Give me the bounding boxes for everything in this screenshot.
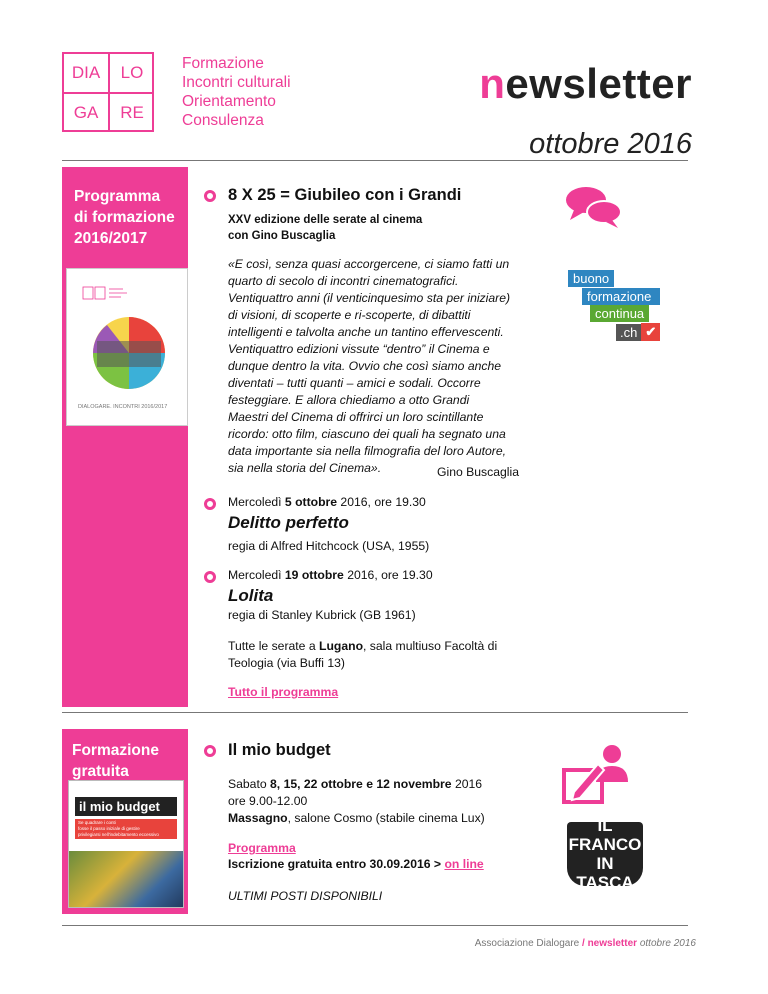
service-item: Consulenza	[182, 112, 264, 129]
check-icon: ✔	[641, 323, 660, 341]
service-item: Incontri culturali	[182, 74, 291, 91]
logo-cell: LO	[120, 63, 144, 82]
logo	[62, 52, 154, 132]
service-item: Orientamento	[182, 93, 276, 110]
service-item: Formazione	[182, 55, 264, 72]
course-details: Sabato 8, 15, 22 ottobre e 12 novembre 2016 ore 9.00-12.00 Massagno, salone Cosmo (stabile cinema Lux)	[228, 777, 485, 825]
footer: Associazione Dialogare / newsletter ottobre 2016	[474, 938, 696, 949]
divider	[62, 925, 688, 926]
newsletter-title	[479, 60, 692, 108]
buono-formazione-badge[interactable]: buono formazione continua .ch ✔	[568, 270, 660, 341]
event-date: Mercoledì 19 ottobre 2016, ore 19.30	[228, 568, 433, 582]
article-quote: «E così, senza quasi accorgercene, ci siamo fatti un quarto di secolo di incontri cinematografici. Ventiquattro anni (il venticinquesimo sta per iniziare) di visioni, di scoperte e ri-scoperte, di dibattiti intelligenti e talvolta anche un tantino effervescenti. Ventiquattro edizioni vissute “dentro” il Cinema e dunque dentro la vita. Ovvio che così siamo anche diventati – tutti quanti – amici e sodali. Occorre festeggiare. E allora chiediamo a otto Grandi Maestri del Cinema di offrirci un loro scintillante ricordo: otto film, ciascuno dei quali ha segnato una data importante sia nella filmografia del loro Autore, sia nella storia del Cinema».	[228, 257, 511, 475]
program-brochure-thumbnail[interactable]	[66, 268, 188, 426]
title-rest: ewsletter	[505, 60, 692, 107]
speech-bubbles-icon	[566, 186, 622, 228]
venue-info: Tutte le serate a Lugano, sala multiuso Facoltà di Teologia (via Buffi 13)	[228, 639, 498, 670]
full-program-link[interactable]: Tutto il programma	[228, 685, 339, 699]
sidebar-title: Programma di formazione 2016/2017	[74, 188, 175, 247]
logo-cell: GA	[73, 103, 99, 122]
article-heading: Il mio budget	[228, 741, 331, 759]
bullet-icon	[204, 190, 216, 202]
brochure-art	[67, 269, 187, 425]
article-heading: 8 X 25 = Giubileo con i Grandi	[228, 186, 462, 204]
newsletter-date: ottobre 2016	[529, 128, 692, 160]
sidebar-title: Formazione gratuita	[72, 742, 159, 780]
bullet-icon	[204, 571, 216, 583]
article-subtitle: XXV edizione delle serate al cinema con Gino Buscaglia	[228, 214, 423, 242]
logo-cell: DIA	[71, 63, 101, 82]
quote-author: Gino Buscaglia	[437, 465, 519, 479]
online-registration-link[interactable]: on line	[444, 857, 484, 871]
divider	[62, 160, 688, 161]
registration-info: Iscrizione gratuita entro 30.09.2016 > on line	[228, 857, 484, 871]
person-writing-icon	[560, 744, 634, 808]
services-list	[182, 54, 291, 130]
last-seats-notice: ULTIMI POSTI DISPONIBILI	[228, 889, 383, 903]
event-director: regia di Stanley Kubrick (GB 1961)	[228, 608, 416, 622]
logo-cell: RE	[120, 103, 144, 122]
brochure-caption: DIALOGARE. INCONTRI 2016/2017	[78, 404, 168, 410]
event-date: Mercoledì 5 ottobre 2016, ore 19.30	[228, 495, 426, 509]
franco-in-tasca-logo[interactable]: IL FRANCO IN TASCA	[568, 816, 642, 892]
event-film-title: Lolita	[228, 586, 274, 605]
divider	[62, 712, 688, 713]
event-film-title: Delitto perfetto	[228, 513, 349, 532]
budget-book-cover[interactable]: il mio budget Se quadrare i conti fosse il passo iniziale di gestire privilegiarsi nell'indebitamento eccessivo	[68, 780, 184, 908]
title-first-letter: n	[479, 60, 506, 107]
banknotes-image	[69, 851, 184, 908]
bullet-icon	[204, 498, 216, 510]
event-director: regia di Alfred Hitchcock (USA, 1955)	[228, 539, 430, 553]
bullet-icon	[204, 745, 216, 757]
program-link[interactable]: Programma	[228, 841, 296, 855]
